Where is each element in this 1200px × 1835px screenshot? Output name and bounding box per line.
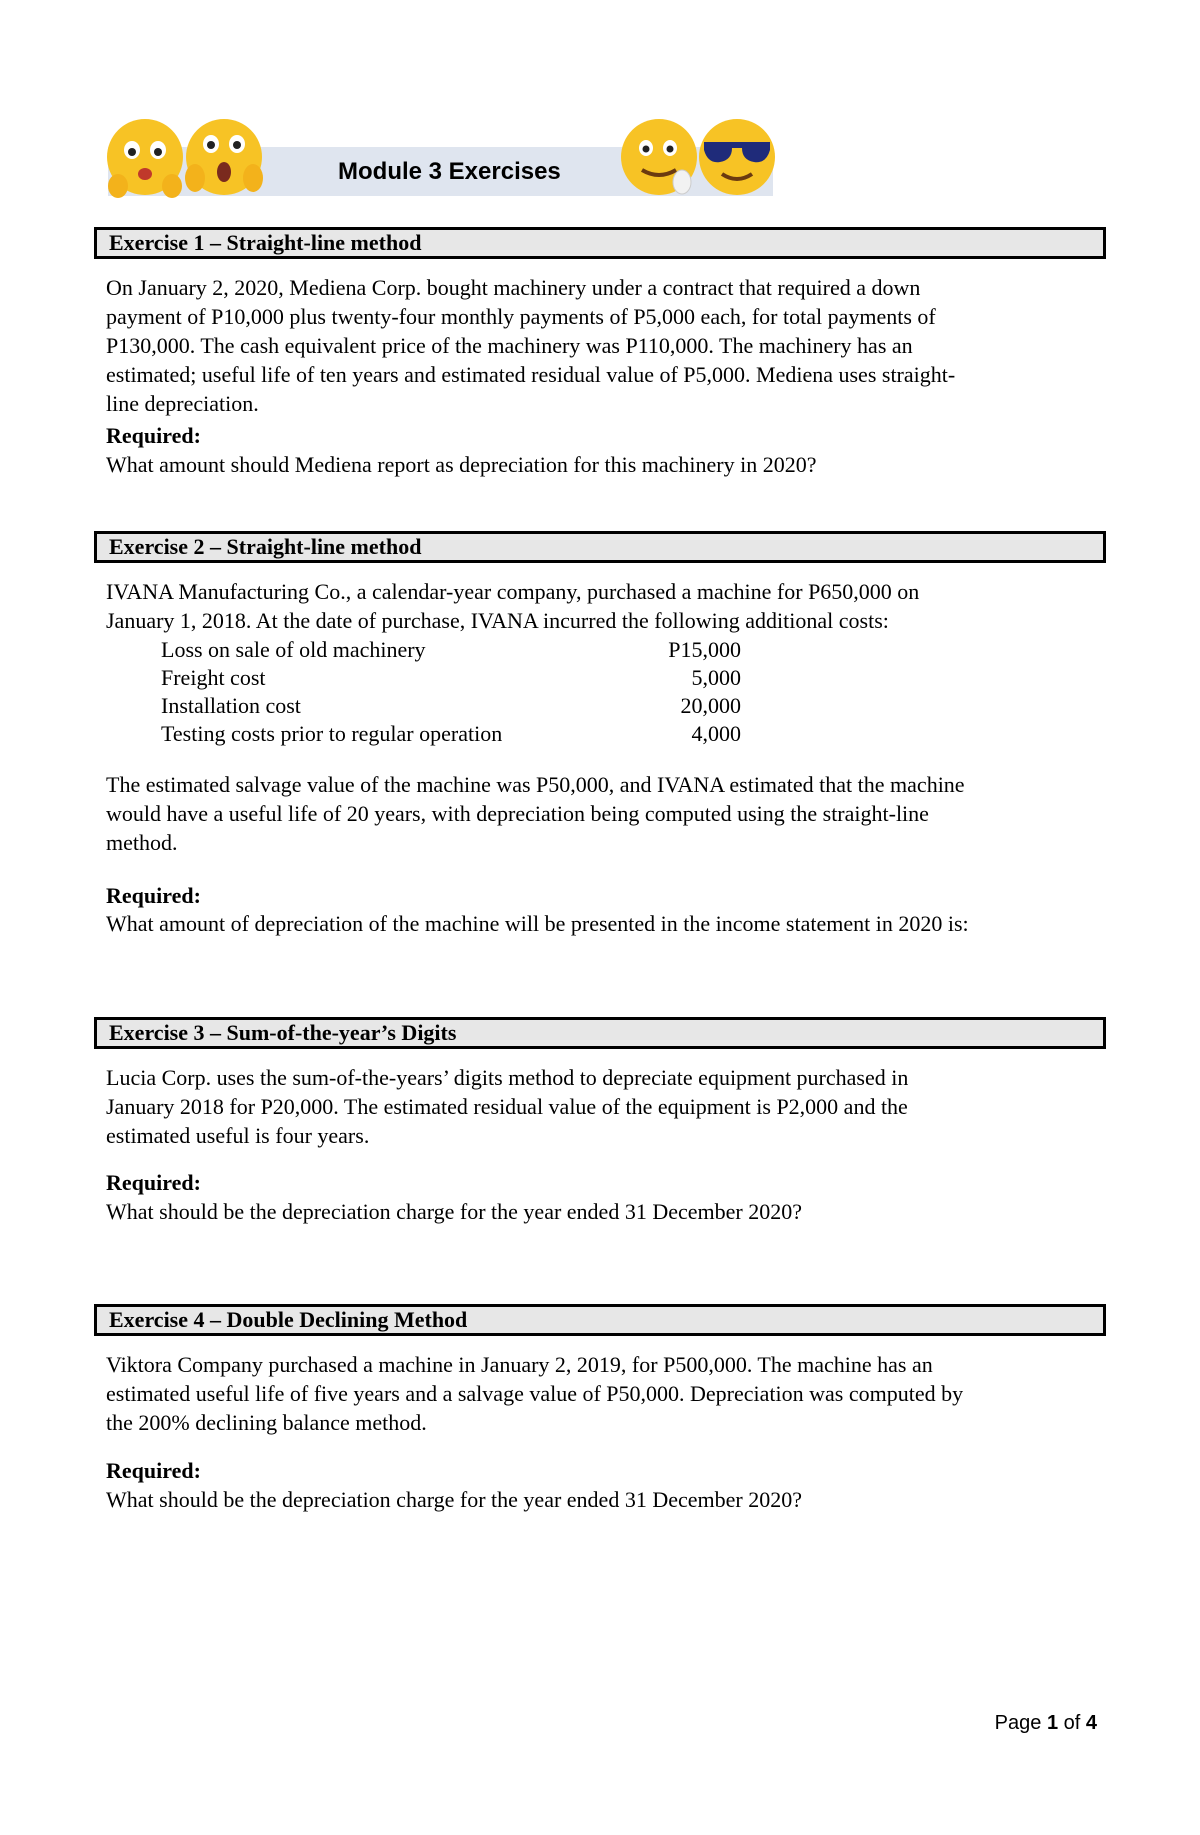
exercise-4-required-label: Required: xyxy=(106,1458,201,1483)
page-total: 4 xyxy=(1085,1712,1097,1734)
cost-amount: 20,000 xyxy=(680,693,741,718)
sunglasses-face-icon xyxy=(696,116,778,198)
exercise-1-heading: Exercise 1 – Straight-line method xyxy=(94,227,1106,259)
cost-label: Testing costs prior to regular operation xyxy=(161,721,503,746)
exercise-1-body xyxy=(106,273,1106,418)
exercise-2-line: would have a useful life of 20 years, with depreciation being computed using the straight-line xyxy=(106,801,929,826)
exercise-1-line: estimated; useful life of ten years and estimated residual value of P5,000. Mediena uses straight- xyxy=(106,362,956,387)
exercise-3-line: Lucia Corp. uses the sum-of-the-years’ digits method to depreciate equipment purchased in xyxy=(106,1065,909,1090)
cost-amount: 5,000 xyxy=(691,665,741,690)
exercise-2-required-label: Required: xyxy=(106,883,201,908)
cost-label: Loss on sale of old machinery xyxy=(161,637,426,662)
page-number: 1 xyxy=(1046,1712,1059,1734)
exercise-3-line: January 2018 for P20,000. The estimated residual value of the equipment is P2,000 and the xyxy=(106,1094,908,1119)
exercise-4-line: estimated useful life of five years and a salvage value of P50,000. Depreciation was computed by xyxy=(106,1381,964,1406)
exercise-2-required-text: What amount of depreciation of the machine will be presented in the income statement in 2020 is: xyxy=(106,911,969,936)
exercise-3-body xyxy=(106,1063,1106,1150)
exercise-4-body xyxy=(106,1350,1106,1437)
exercise-3-required-label: Required: xyxy=(106,1170,201,1195)
exercise-3-line: estimated useful is four years. xyxy=(106,1123,370,1148)
exercise-1-line: On January 2, 2020, Mediena Corp. bought machinery under a contract that required a down xyxy=(106,275,921,300)
shocked-face-icon xyxy=(183,116,265,198)
cost-row xyxy=(161,637,741,665)
exercise-4-line: Viktora Company purchased a machine in January 2, 2019, for P500,000. The machine has an xyxy=(106,1352,933,1377)
cost-label: Installation cost xyxy=(161,693,301,718)
exercise-1-line: line depreciation. xyxy=(106,391,259,416)
cost-amount: 4,000 xyxy=(691,721,741,746)
exercise-2-body xyxy=(106,577,1106,635)
cost-row xyxy=(161,721,741,749)
exercise-4-heading: Exercise 4 – Double Declining Method xyxy=(94,1304,1106,1336)
exercise-1-required-text: What amount should Mediena report as depreciation for this machinery in 2020? xyxy=(106,452,817,477)
of-word: of xyxy=(1063,1712,1081,1734)
cost-row xyxy=(161,665,741,693)
blushing-face-icon xyxy=(104,116,186,198)
exercise-2-line: method. xyxy=(106,830,178,855)
exercise-4-required-text: What should be the depreciation charge for the year ended 31 December 2020? xyxy=(106,1487,802,1512)
cost-amount: P15,000 xyxy=(668,637,741,662)
exercise-2-line: The estimated salvage value of the machine was P50,000, and IVANA estimated that the machine xyxy=(106,772,965,797)
exercise-1-required-label: Required: xyxy=(106,423,201,448)
page-title: Module 3 Exercises xyxy=(338,158,561,185)
exercise-2-line: January 1, 2018. At the date of purchase, IVANA incurred the following additional costs: xyxy=(106,608,889,633)
page-footer xyxy=(995,1712,1097,1735)
exercise-1-line: payment of P10,000 plus twenty-four monthly payments of P5,000 each, for total payments of xyxy=(106,304,936,329)
exercise-4-line: the 200% declining balance method. xyxy=(106,1410,427,1435)
cost-row xyxy=(161,693,741,721)
page-word: Page xyxy=(994,1712,1042,1734)
exercise-3-required-text: What should be the depreciation charge for the year ended 31 December 2020? xyxy=(106,1199,802,1224)
exercise-2-line: IVANA Manufacturing Co., a calendar-year company, purchased a machine for P650,000 on xyxy=(106,579,920,604)
exercise-2-heading: Exercise 2 – Straight-line method xyxy=(94,531,1106,563)
exercise-3-heading: Exercise 3 – Sum-of-the-year’s Digits xyxy=(94,1017,1106,1049)
exercise-1-line: P130,000. The cash equivalent price of the machinery was P110,000. The machinery has an xyxy=(106,333,913,358)
exercise-2-body-2 xyxy=(106,770,1106,857)
cost-label: Freight cost xyxy=(161,665,266,690)
pointing-face-icon xyxy=(618,116,700,198)
